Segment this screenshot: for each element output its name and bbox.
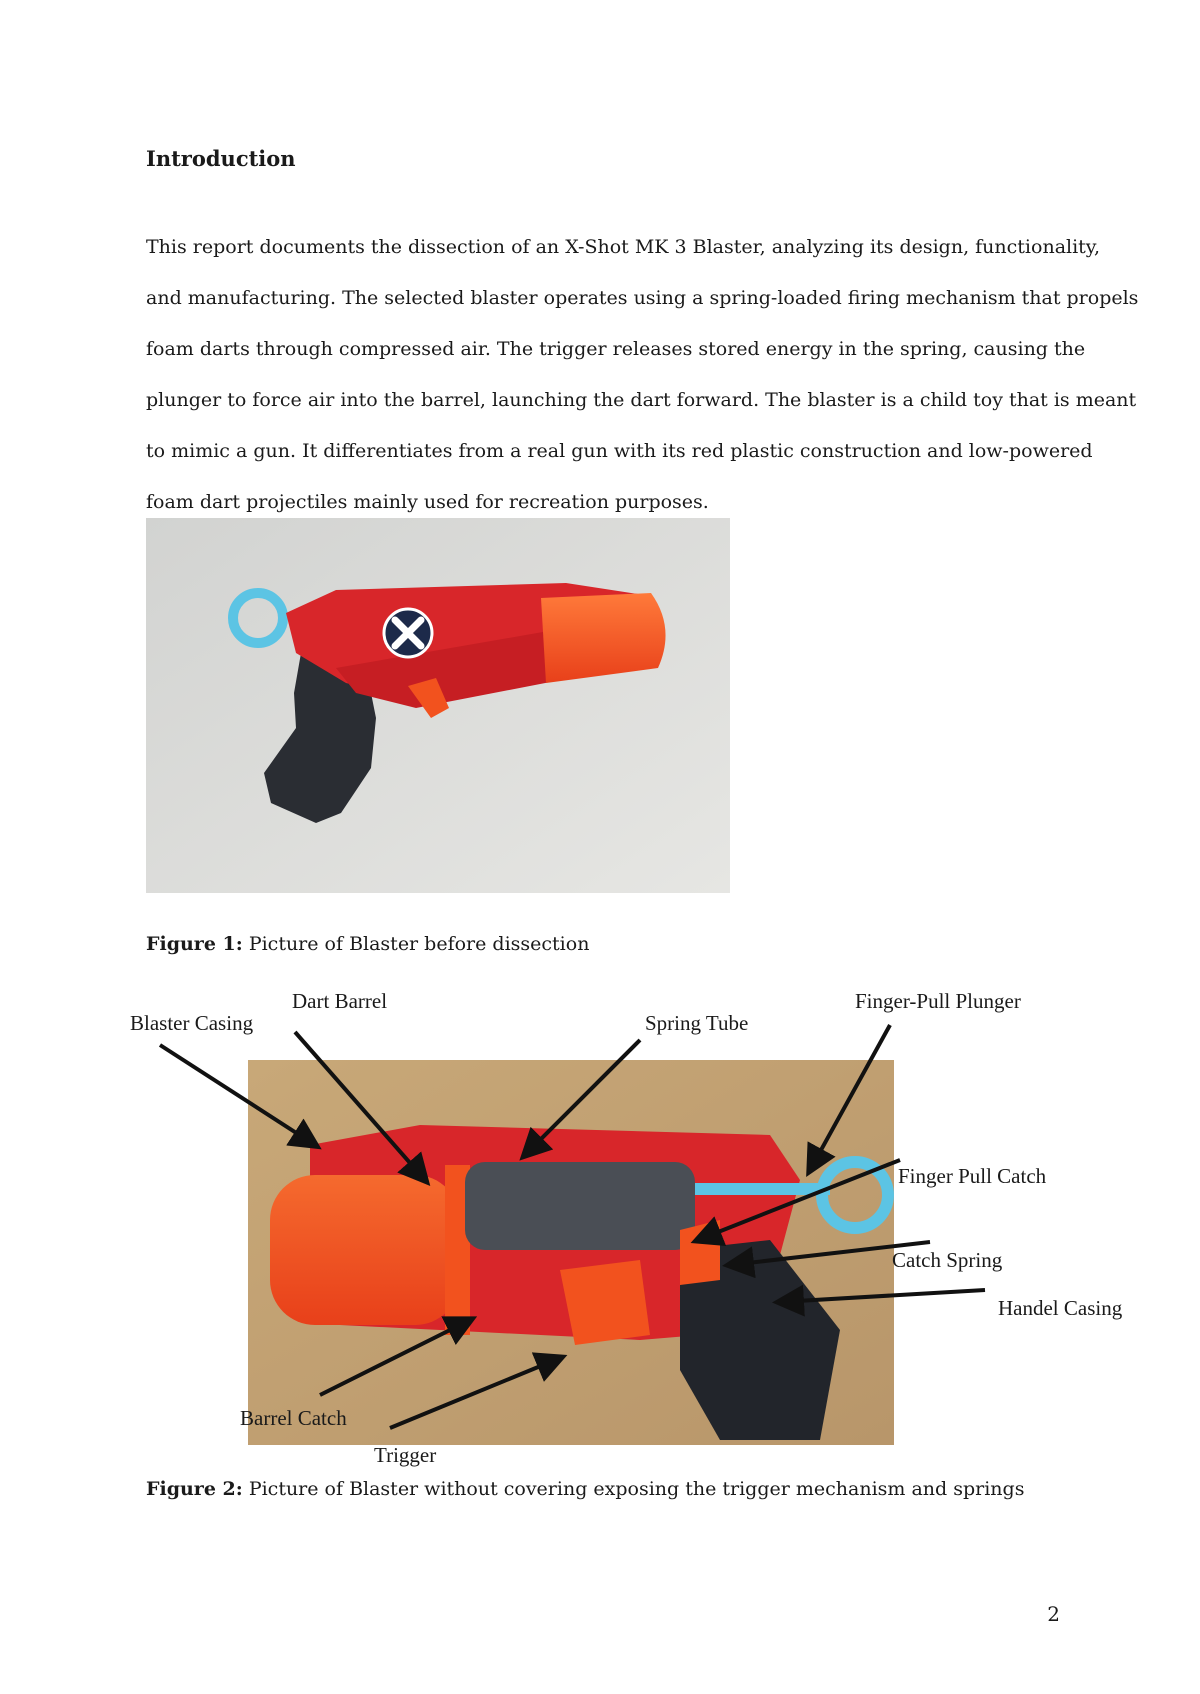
label-trigger: Trigger: [374, 1443, 437, 1467]
label-catch-spring: Catch Spring: [892, 1248, 1003, 1272]
figure1-caption: Figure 1: Picture of Blaster before dissection: [146, 933, 590, 955]
page-number: 2: [1047, 1602, 1060, 1626]
label-finger-pull-plunger: Finger-Pull Plunger: [855, 989, 1021, 1013]
label-barrel-catch: Barrel Catch: [240, 1406, 347, 1430]
label-spring-tube: Spring Tube: [645, 1011, 749, 1035]
paragraph-line: to mimic a gun. It differentiates from a real gun with its red plastic construction and low-powered: [146, 440, 1093, 462]
label-dart-barrel: Dart Barrel: [292, 989, 388, 1013]
paragraph-line: foam darts through compressed air. The trigger releases stored energy in the spring, causing the: [146, 338, 1086, 360]
figure2-caption: Figure 2: Picture of Blaster without covering exposing the trigger mechanism and springs: [146, 1478, 1025, 1500]
paragraph-line: foam dart projectiles mainly used for recreation purposes.: [146, 491, 709, 513]
paragraph-line: This report documents the dissection of an X-Shot MK 3 Blaster, analyzing its design, functionality,: [146, 236, 1101, 258]
blaster-photo: [146, 518, 730, 893]
dissected-blaster-diagram: [120, 950, 1140, 1470]
label-finger-pull-catch: Finger Pull Catch: [898, 1164, 1047, 1188]
label-blaster-casing: Blaster Casing: [130, 1011, 254, 1035]
label-handel-casing: Handel Casing: [998, 1296, 1123, 1320]
dart-barrel: [270, 1175, 460, 1325]
paragraph-line: plunger to force air into the barrel, launching the dart forward. The blaster is a child toy that is meant: [146, 389, 1137, 411]
trigger-piece: [560, 1260, 650, 1345]
section-heading: Introduction: [146, 146, 296, 171]
intro-paragraph: [146, 222, 1139, 528]
spring-tube: [465, 1162, 695, 1250]
paragraph-line: and manufacturing. The selected blaster operates using a spring-loaded firing mechanism that propels: [146, 287, 1139, 309]
